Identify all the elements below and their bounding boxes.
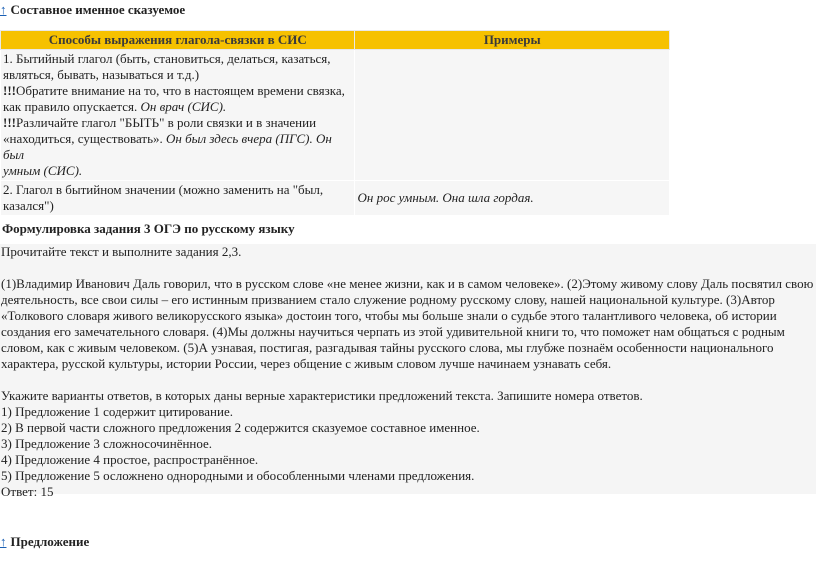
task-text-line: «Толкового словаря живого великорусского языка» достоин того, чтобы мы больше знали о судьбе этого талантливого человека, об истории	[1, 308, 777, 323]
exclamation-mark: !!!	[3, 115, 16, 130]
cell-text: Обратите внимание на то, что в настоящем времени связка,	[16, 83, 345, 98]
task-text-line: словом, как с живым человеком. (5)А узнавая, постигая, разгадывая тайны русского слова, мы глубже познаём особенности национального	[1, 340, 774, 355]
table-cell-way-1	[1, 50, 355, 181]
table-header-examples: Примеры	[355, 31, 670, 50]
answer-option: 2) В первой части сложного предложения 2 содержится сказуемое составное именное.	[1, 420, 480, 435]
heading-task: Формулировка задания 3 ОГЭ по русскому языку	[2, 221, 295, 236]
task-answer: Ответ: 15	[1, 484, 54, 499]
up-arrow-link[interactable]: ↑	[0, 534, 7, 549]
table-row	[1, 50, 670, 181]
cell-text: «находиться, существовать».	[3, 131, 163, 146]
cell-example: Он врач (СИС).	[140, 99, 227, 114]
cell-text: являться, бывать, называться и т.д.)	[3, 67, 200, 82]
task-text-line: характера, русской культуры, истории России, через общение с живым словом лучше начинаем узнавать себя.	[1, 356, 612, 371]
table-row	[1, 181, 670, 216]
table-cell-example-2: Он рос умным. Она шла гордая.	[355, 181, 670, 216]
heading-sentence	[0, 534, 89, 550]
task-question: Укажите варианты ответов, в которых даны верные характеристики предложений текста. Запишите номера ответов.	[1, 388, 643, 403]
table-header-row	[1, 31, 670, 50]
answer-option: 5) Предложение 5 осложнено однородными и обособленными членами предложения.	[1, 468, 475, 483]
heading-text: Составное именное сказуемое	[10, 2, 186, 17]
task-text-line: (1)Владимир Иванович Даль говорил, что в русском слове «не менее жизни, как и в самом человеке». (2)Этому живому слову Даль посвятил свою	[1, 276, 814, 291]
cell-example: Он был здесь вчера (ПГС). Он был	[3, 131, 332, 162]
cell-example: умным (СИС).	[3, 163, 83, 178]
cis-table	[0, 30, 670, 216]
task-text-line: деятельность, все свои силы – его истинным призванием стало служение родному русскому слову, нашей национальной культуре. (3)Автор	[1, 292, 775, 307]
answer-option: 3) Предложение 3 сложносочинённое.	[1, 436, 213, 451]
cell-text: казался")	[3, 198, 54, 213]
cell-text: 1. Бытийный глагол (быть, становиться, делаться, казаться,	[3, 51, 331, 66]
heading-compound-predicate	[0, 2, 185, 18]
cell-text: 2. Глагол в бытийном значении (можно заменить на "был,	[3, 182, 324, 197]
table-cell-way-2	[1, 181, 355, 216]
cell-text: как правило опускается.	[3, 99, 138, 114]
table-header-ways: Способы выражения глагола-связки в СИС	[1, 31, 355, 50]
answer-option: 4) Предложение 4 простое, распространённое.	[1, 452, 259, 467]
answer-option: 1) Предложение 1 содержит цитирование.	[1, 404, 233, 419]
table-cell-example-1	[355, 50, 670, 181]
task-intro: Прочитайте текст и выполните задания 2,3.	[1, 244, 242, 259]
heading-text: Предложение	[10, 534, 90, 549]
cell-text: Различайте глагол "БЫТЬ" в роли связки и в значении	[16, 115, 317, 130]
exclamation-mark: !!!	[3, 83, 16, 98]
task-block	[0, 244, 816, 499]
up-arrow-link[interactable]: ↑	[0, 2, 7, 17]
task-text-line: создания его замечательного словаря. (4)Мы должны научиться черпать из этой удивительной книги то, что поможет нам общаться с родным	[1, 324, 785, 339]
